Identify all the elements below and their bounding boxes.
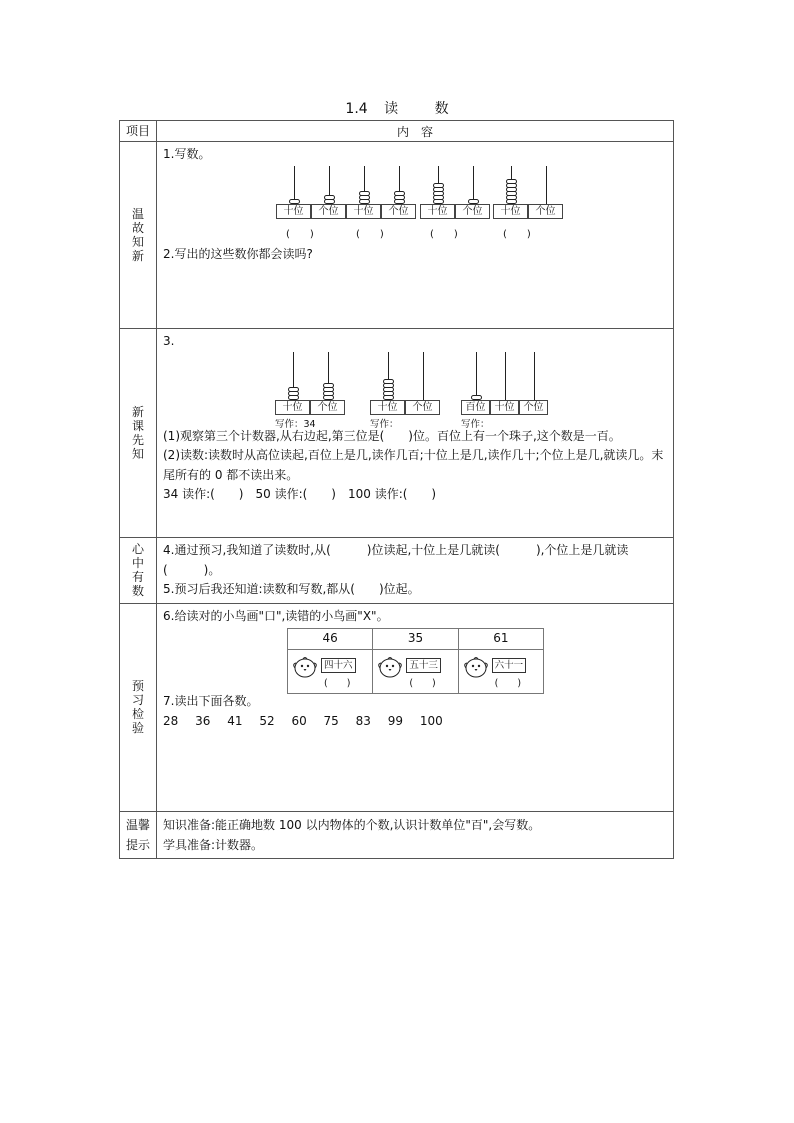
abacus-bead [324, 195, 335, 200]
section-review-content [157, 142, 674, 329]
write-as-label: 写作：34 [275, 418, 316, 430]
place-value-label: 个位 [405, 400, 440, 415]
place-value-label: 十位 [420, 204, 455, 219]
answer-paren[interactable]: ( ) [286, 228, 314, 240]
abacus-rod [473, 166, 474, 204]
bird-reading: 六十一 [492, 658, 527, 673]
bird-icon [377, 654, 403, 687]
answer-paren[interactable]: ( ) [503, 228, 531, 240]
number-item: 41 [227, 713, 243, 728]
number-item: 52 [259, 713, 275, 728]
place-value-label: 个位 [455, 204, 490, 219]
question-3: 3. [163, 334, 175, 348]
abacus-group-1 [163, 165, 667, 245]
title-char-1: 读 [384, 101, 399, 117]
paragraph-1: (1)观察第三个计数器,从右边起,第三位是( )位。百位上有一个珠子,这个数是一百。 [163, 428, 621, 443]
abacus-rod [534, 352, 535, 400]
number-item: 36 [195, 713, 211, 728]
place-value-label: 十位 [346, 204, 381, 219]
answer-paren[interactable]: ( ) [324, 677, 351, 689]
number-item: 83 [355, 713, 371, 728]
tip-knowledge: 知识准备:能正确地数 100 以内物体的个数,认识计数单位"百",会写数。 [163, 817, 541, 832]
bird-icon [463, 654, 489, 687]
place-value-label: 十位 [276, 204, 311, 219]
abacus-rod [423, 352, 424, 400]
abacus-rod [476, 352, 477, 400]
answer-paren[interactable]: ( ) [356, 228, 384, 240]
abacus-bead [323, 383, 334, 388]
bird-icon [292, 654, 318, 687]
write-as-label: 写作： [370, 418, 399, 430]
number-item: 100 [419, 713, 443, 728]
bird-number: 46 [288, 629, 373, 650]
lesson-number: 1.4 [345, 101, 368, 117]
abacus-bead [359, 191, 370, 196]
place-value-label: 个位 [519, 400, 548, 415]
header-content: 内 容 [157, 121, 674, 142]
section-label-mind: 心 中 有 数 [120, 538, 157, 604]
abacus-bead [433, 183, 444, 188]
worksheet-table [119, 120, 674, 859]
title-char-2: 数 [434, 101, 449, 117]
section-label-review: 温 故 知 新 [120, 142, 157, 329]
place-value-label: 十位 [490, 400, 519, 415]
paragraph-4: 4.通过预习,我知道了读数时,从( )位读起,十位上是几就读( ),个位上是几就读( )。 [163, 543, 629, 577]
abacus-bead [383, 379, 394, 384]
section-tips-content [157, 811, 674, 858]
place-value-label: 百位 [461, 400, 490, 415]
place-value-label: 十位 [370, 400, 405, 415]
number-item: 75 [323, 713, 339, 728]
abacus-rod [505, 352, 506, 400]
question-7: 7.读出下面各数。 [163, 694, 259, 708]
section-label-preview: 新 课 先 知 [120, 329, 157, 538]
abacus-rod [294, 166, 295, 204]
paragraph-3: 34 读作:( ) 50 读作:( ) 100 读作:( ) [163, 487, 437, 501]
page-title [0, 98, 794, 118]
number-list [163, 712, 667, 732]
place-value-label: 个位 [311, 204, 346, 219]
answer-paren[interactable]: ( ) [494, 677, 522, 689]
write-as-label: 写作： [461, 418, 490, 430]
abacus-bead [394, 191, 405, 196]
section-preview-content [157, 329, 674, 538]
bird-reading: 四十六 [321, 658, 356, 673]
bird-cell [373, 649, 458, 693]
bird-cell [458, 649, 543, 693]
number-item: 28 [163, 713, 179, 728]
number-item: 99 [387, 713, 404, 728]
bird-number: 35 [373, 629, 458, 650]
abacus-group-2 [163, 352, 667, 430]
section-label-tips: 温馨 提示 [120, 811, 157, 858]
answer-paren[interactable]: ( ) [430, 228, 458, 240]
abacus-bead [288, 387, 299, 392]
bird-table [287, 628, 544, 694]
bird-number: 61 [458, 629, 543, 650]
question-2: 2.写出的这些数你都会读吗? [163, 246, 313, 261]
place-value-label: 个位 [310, 400, 345, 415]
bird-cell [288, 649, 373, 693]
section-mind-content [157, 538, 674, 604]
number-item: 60 [291, 713, 307, 728]
question-1: 1.写数。 [163, 147, 211, 161]
header-project: 项目 [120, 121, 157, 142]
answer-paren[interactable]: ( ) [409, 677, 436, 689]
place-value-label: 十位 [493, 204, 528, 219]
bird-reading: 五十三 [406, 658, 441, 673]
section-label-check: 预 习 检 验 [120, 603, 157, 811]
paragraph-5: 5.预习后我还知道:读数和写数,都从( )位起。 [163, 582, 420, 596]
place-value-label: 个位 [381, 204, 416, 219]
section-check-content [157, 603, 674, 811]
abacus-bead [506, 179, 517, 184]
question-6: 6.给读对的小鸟画"口",读错的小鸟画"X"。 [163, 608, 389, 623]
place-value-label: 十位 [275, 400, 310, 415]
place-value-label: 个位 [528, 204, 563, 219]
paragraph-2: (2)读数:读数时从高位读起,百位上是几,读作几百;十位上是几,读作几十;个位上是几,就读几。末尾所有的 0 都不读出来。 [163, 448, 664, 482]
abacus-rod [546, 166, 547, 204]
tip-tools: 学具准备:计数器。 [163, 837, 264, 852]
